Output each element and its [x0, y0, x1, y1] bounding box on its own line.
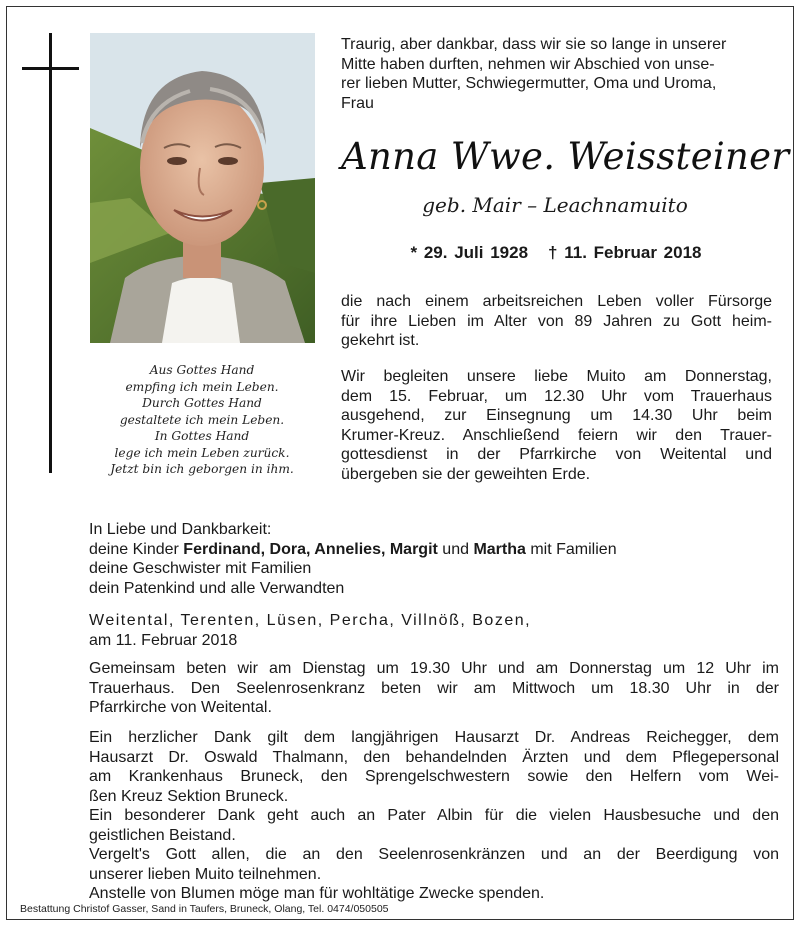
- paragraph-line: Wir begleiten unsere liebe Muito am Donnerstag,: [341, 368, 772, 385]
- mourners-siblings: deine Geschwister mit Familien: [89, 560, 312, 577]
- birth-date: * 29. Juli 1928: [410, 243, 529, 262]
- paragraph-line: für ihre Lieben im Alter von 89 Jahren zu Gott heim-: [341, 312, 772, 330]
- intro-line: Frau: [341, 94, 374, 112]
- paragraph-line: ausgehend, zur Einsegnung um 14.30 Uhr beim: [341, 407, 772, 424]
- mourners-heading: In Liebe und Dankbarkeit:: [89, 521, 272, 538]
- poem-line: Aus Gottes Hand: [149, 363, 255, 377]
- paragraph-line: Anstelle von Blumen möge man für wohltätige Zwecke spenden.: [89, 885, 545, 902]
- paragraph-line: dem 15. Februar, um 12.30 Uhr vom Trauerhaus: [341, 387, 772, 405]
- poem-line: gestaltete ich mein Leben.: [119, 412, 285, 427]
- child-name: Martha: [473, 540, 526, 558]
- intro-line: Mitte haben durften, nehmen wir Abschied von unse-: [341, 55, 715, 73]
- paragraph-line: gottesdienst in der Pfarrkirche von Weitental und: [341, 446, 772, 463]
- prayer-paragraph: [89, 659, 779, 718]
- paragraph-line: gekehrt ist.: [341, 332, 420, 349]
- mourners-godchild: dein Patenkind und alle Verwandten: [89, 579, 345, 597]
- paragraph-line: unserer lieben Muito teilnehmen.: [89, 865, 322, 883]
- death-date: † 11. Februar 2018: [548, 243, 702, 262]
- paragraph-line: die nach einem arbeitsreichen Leben voller Fürsorge: [341, 293, 772, 310]
- passing-paragraph: [341, 292, 772, 351]
- portrait-illustration: [90, 33, 315, 343]
- poem-line: In Gottes Hand: [154, 429, 250, 443]
- paragraph-line: Trauerhaus. Den Seelenrosenkranz beten wir am Mittwoch um 18.30 Uhr in der: [89, 679, 779, 697]
- intro-line: Traurig, aber dankbar, dass wir sie so lange in unserer: [341, 36, 727, 53]
- paragraph-line: am Krankenhaus Bruneck, den Sprengelschwestern sowie den Helfern vom Wei-: [89, 768, 779, 785]
- thanks-paragraph: [89, 728, 779, 904]
- children-and: und: [437, 540, 474, 558]
- portrait-photo: [90, 33, 315, 343]
- places-and-date: [89, 611, 779, 650]
- paragraph-line: Gemeinsam beten wir am Dienstag um 19.30 Uhr und am Donnerstag um 12 Uhr im: [89, 660, 779, 677]
- life-dates: [341, 242, 771, 264]
- paragraph-line: Hausarzt Dr. Oswald Thalmann, den behandelnden Ärzten und dem Pflegepersonal: [89, 748, 779, 766]
- intro-text: [341, 35, 771, 113]
- paragraph-line: ßen Kreuz Sektion Bruneck.: [89, 787, 289, 805]
- places-line: Weitental, Terenten, Lüsen, Percha, Villnöß, Bozen,: [89, 612, 532, 629]
- paragraph-line: Ein herzlicher Dank gilt dem langjährigen Hausarzt Dr. Andreas Reichegger, dem: [89, 729, 779, 746]
- mourners-children: [89, 540, 779, 560]
- paragraph-line: übergeben sie der geweihten Erde.: [341, 465, 591, 483]
- children-suffix: mit Familien: [525, 540, 617, 558]
- children-names: Ferdinand, Dora, Annelies, Margit: [183, 540, 438, 558]
- maiden-name: geb. Mair – Leachnamuito: [422, 193, 688, 217]
- paragraph-line: geistlichen Beistand.: [89, 826, 236, 844]
- mourners-list: [89, 520, 779, 598]
- funeral-paragraph: [341, 367, 772, 484]
- poem-line: Durch Gottes Hand: [142, 396, 262, 410]
- poem-line: lege ich mein Leben zurück.: [114, 445, 290, 460]
- paragraph-line: Ein besonderer Dank geht auch an Pater Albin für die vielen Hausbesuche und den: [89, 807, 779, 824]
- paragraph-line: Vergelt's Gott allen, die an den Seelenrosenkränzen und an der Beerdigung von: [89, 846, 779, 863]
- paragraph-line: Pfarrkirche von Weitental.: [89, 699, 272, 716]
- paragraph-line: Krumer-Kreuz. Anschließend feiern wir den Trauer-: [341, 426, 772, 444]
- children-prefix: deine Kinder: [89, 540, 184, 558]
- intro-line: rer lieben Mutter, Schwiegermutter, Oma und Uroma,: [341, 75, 717, 92]
- poem: [92, 362, 312, 478]
- notice-date: am 11. Februar 2018: [89, 631, 238, 649]
- deceased-name: Anna Wwe. Weissteiner: [341, 135, 790, 178]
- funeral-home-footer: Bestattung Christof Gasser, Sand in Taufers, Bruneck, Olang, Tel. 0474/050505: [20, 903, 389, 915]
- poem-line: Jetzt bin ich geborgen in ihm.: [110, 462, 294, 476]
- poem-line: empfing ich mein Leben.: [125, 379, 279, 394]
